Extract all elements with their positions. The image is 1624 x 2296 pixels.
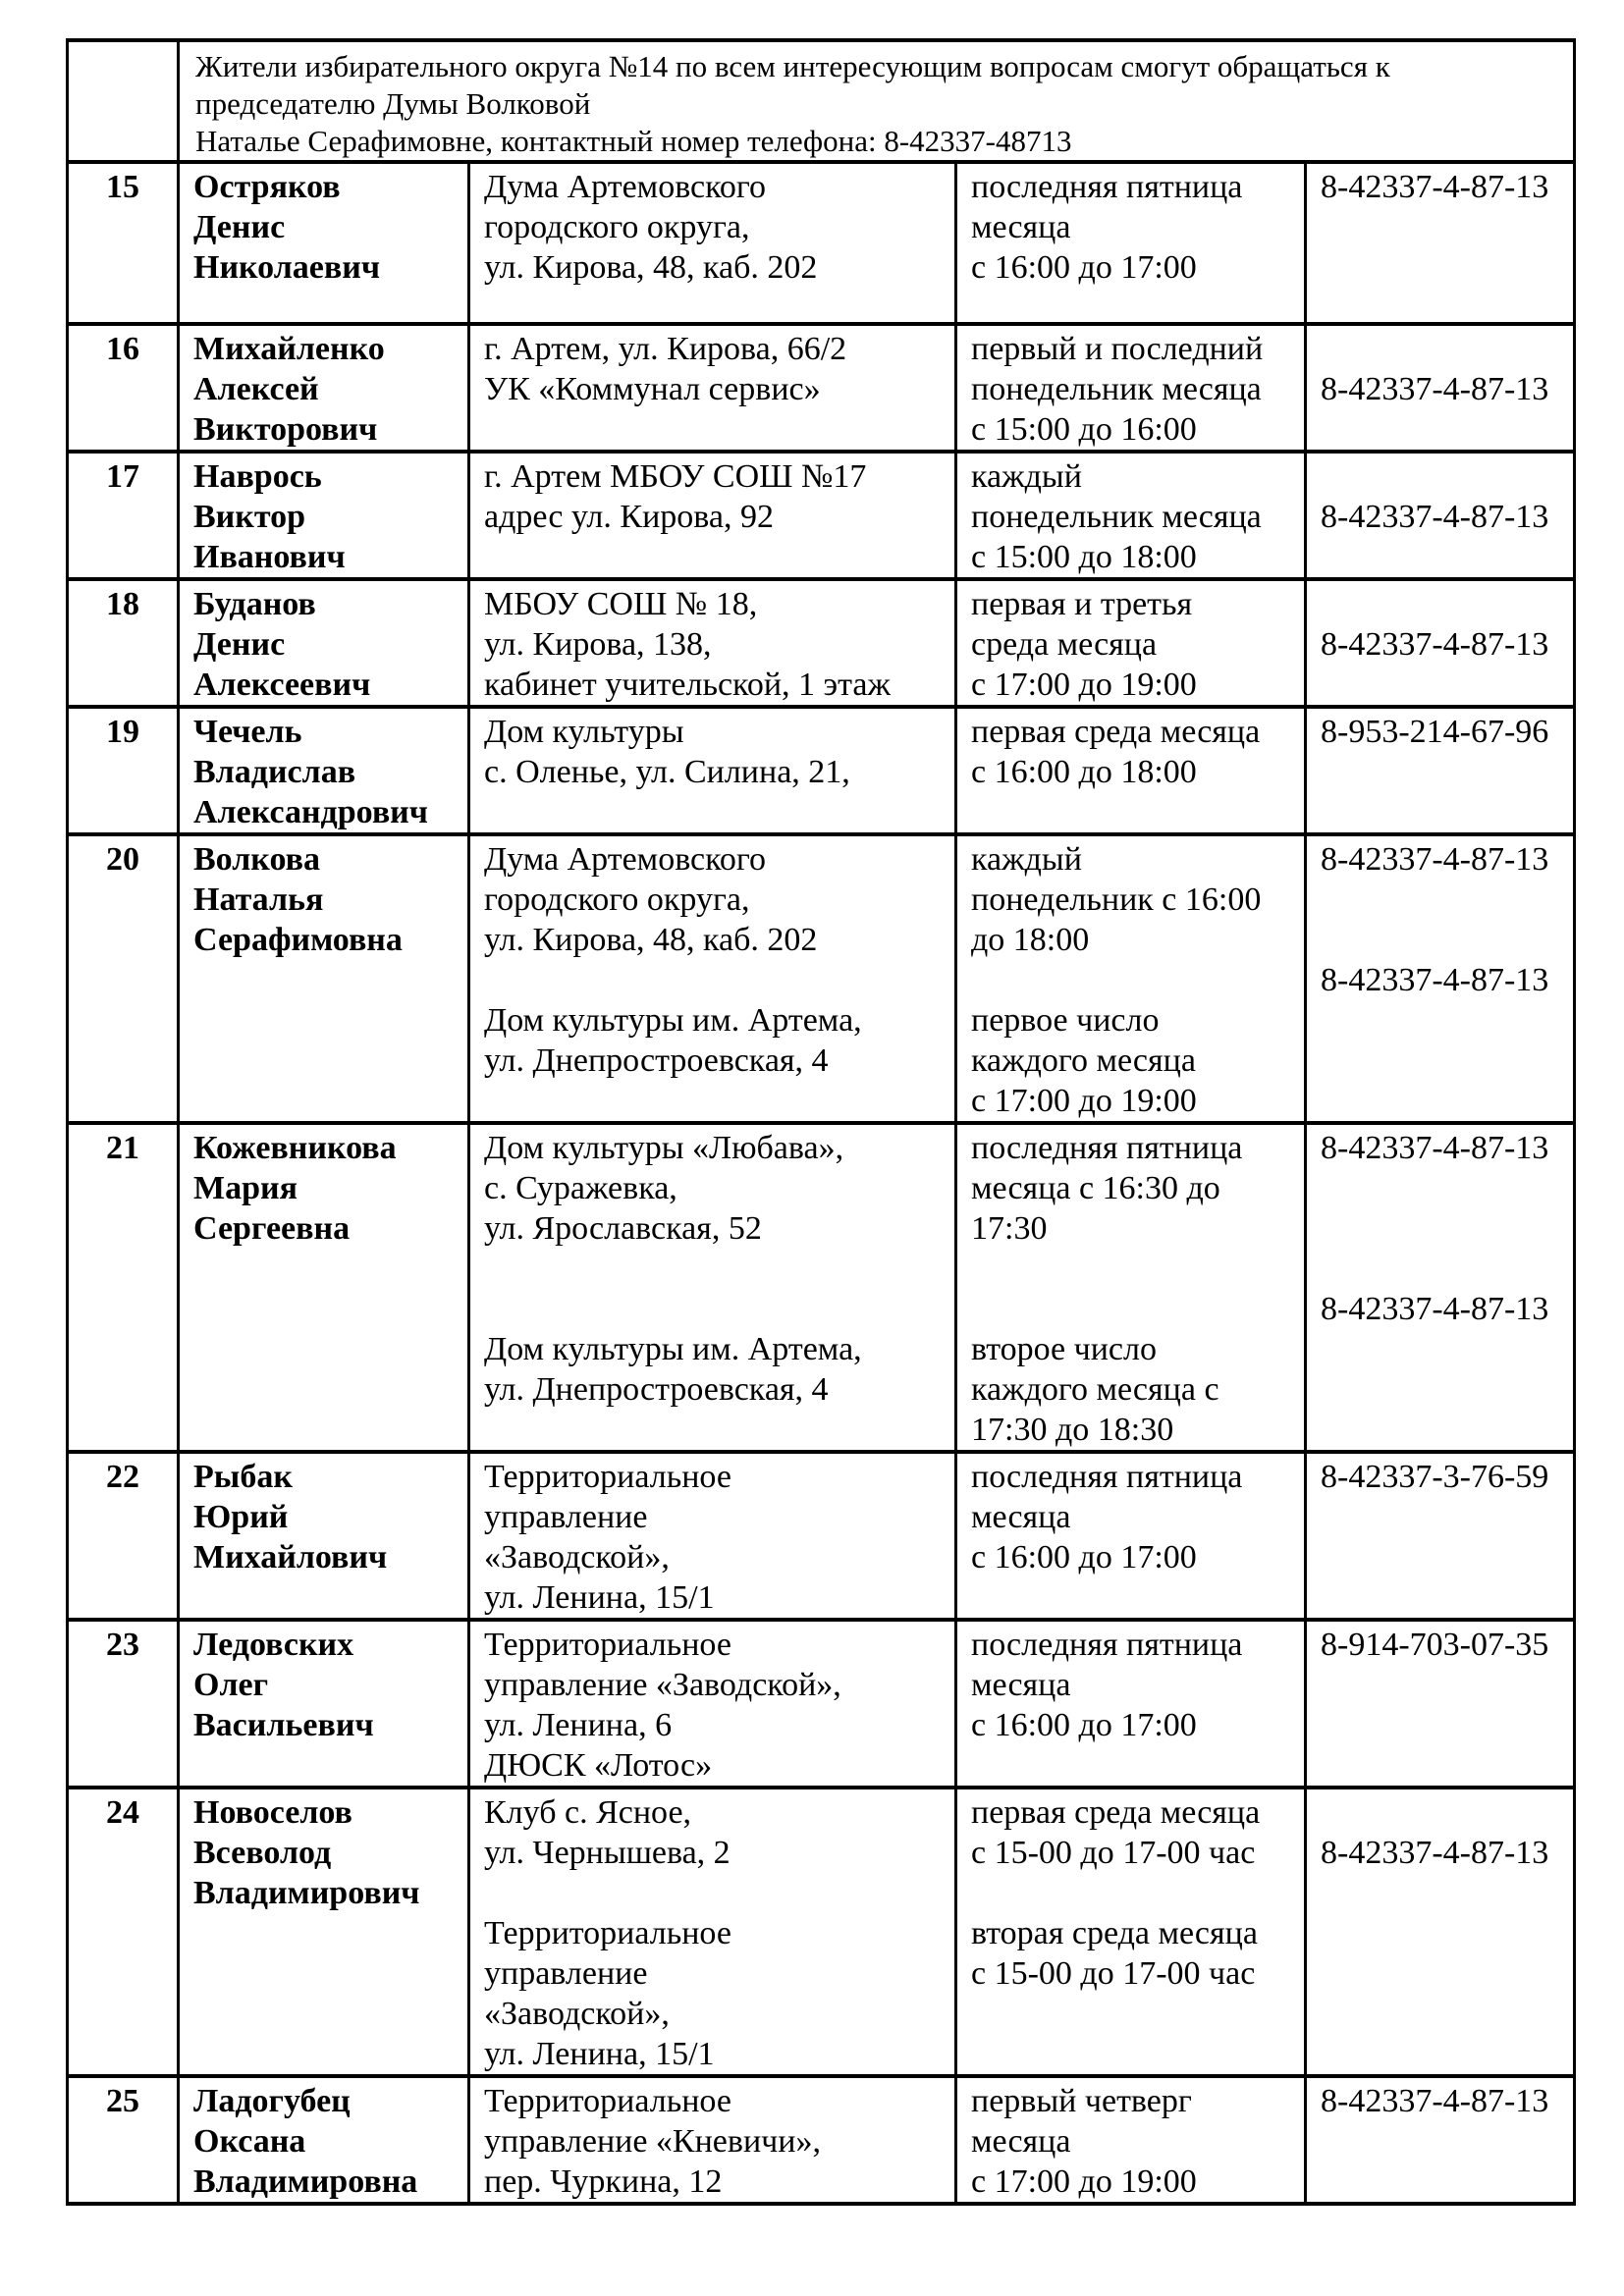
phone-cell bbox=[1306, 1452, 1575, 1620]
phone-line bbox=[1321, 456, 1567, 497]
note-empty-cell bbox=[68, 40, 179, 162]
phone-line: 8-42337-4-87-13 bbox=[1321, 841, 1549, 878]
deputy-name-cell bbox=[179, 1123, 469, 1452]
note-row bbox=[68, 40, 1575, 162]
address-line: управление bbox=[484, 1499, 648, 1535]
phone-cell bbox=[1306, 1620, 1575, 1788]
schedule-line: с 17:00 до 19:00 bbox=[971, 667, 1197, 703]
schedule-line: понедельник месяца bbox=[971, 499, 1262, 535]
address-line: управление «Заводской», bbox=[484, 1667, 841, 1703]
phone-line bbox=[1321, 1249, 1567, 1289]
deputy-name-line: Всеволод bbox=[193, 1835, 332, 1871]
phone-line: 8-953-214-67-96 bbox=[1321, 714, 1549, 750]
deputy-name-cell bbox=[179, 162, 469, 324]
deputy-name-cell bbox=[179, 1452, 469, 1620]
row-number: 22 bbox=[68, 1452, 179, 1620]
table-row bbox=[68, 834, 1575, 1123]
reception-schedule-table bbox=[66, 38, 1576, 2206]
schedule-line: 17:30 bbox=[971, 1210, 1048, 1247]
address-cell bbox=[469, 579, 956, 707]
address-line: городского округа, bbox=[484, 209, 750, 245]
schedule-line: последняя пятница bbox=[971, 1627, 1243, 1663]
schedule-line: среда месяца bbox=[971, 626, 1158, 663]
address-line: Дом культуры им. Артема, bbox=[484, 1331, 862, 1367]
deputy-name-cell bbox=[179, 2076, 469, 2204]
phone-cell bbox=[1306, 162, 1575, 324]
schedule-line: с 16:00 до 17:00 bbox=[971, 1539, 1197, 1575]
row-number: 25 bbox=[68, 2076, 179, 2204]
address-line bbox=[484, 1873, 948, 1913]
table-row bbox=[68, 707, 1575, 834]
deputy-name-line: Алексей bbox=[193, 371, 319, 407]
continuation-note bbox=[179, 40, 1575, 162]
phone-cell bbox=[1306, 1788, 1575, 2076]
table-row bbox=[68, 1452, 1575, 1620]
phone-line: 8-914-703-07-35 bbox=[1321, 1627, 1549, 1663]
address-line: Клуб с. Ясное, bbox=[484, 1794, 692, 1831]
deputy-name-line: Денис bbox=[193, 209, 286, 245]
address-line: Территориальное bbox=[484, 1627, 731, 1663]
phone-line: 8-42337-4-87-13 bbox=[1321, 1130, 1549, 1166]
schedule-cell bbox=[956, 452, 1306, 579]
address-line: Территориальное bbox=[484, 2083, 731, 2119]
phone-line: 8-42337-4-87-13 bbox=[1321, 962, 1549, 998]
address-cell bbox=[469, 1123, 956, 1452]
schedule-line: понедельник месяца bbox=[971, 371, 1262, 407]
row-number: 16 bbox=[68, 324, 179, 452]
address-line: ул. Кирова, 48, каб. 202 bbox=[484, 249, 818, 286]
table-row bbox=[68, 324, 1575, 452]
address-line: адрес ул. Кирова, 92 bbox=[484, 499, 774, 535]
schedule-cell bbox=[956, 707, 1306, 834]
phone-line: 8-42337-4-87-13 bbox=[1321, 169, 1549, 205]
phone-line: 8-42337-4-87-13 bbox=[1321, 371, 1549, 407]
schedule-line bbox=[971, 1249, 1298, 1289]
phone-line: 8-42337-4-87-13 bbox=[1321, 626, 1549, 663]
schedule-cell bbox=[956, 1788, 1306, 2076]
address-line: МБОУ СОШ № 18, bbox=[484, 586, 758, 622]
address-cell bbox=[469, 1452, 956, 1620]
address-line: пер. Чуркина, 12 bbox=[484, 2163, 723, 2200]
phone-cell bbox=[1306, 452, 1575, 579]
phone-cell bbox=[1306, 579, 1575, 707]
schedule-line: с 16:00 до 17:00 bbox=[971, 1707, 1197, 1743]
schedule-line: каждый bbox=[971, 841, 1082, 878]
phone-line bbox=[1321, 880, 1567, 920]
phone-line bbox=[1321, 1792, 1567, 1833]
address-line: ул. Чернышева, 2 bbox=[484, 1835, 731, 1871]
deputy-name-cell bbox=[179, 579, 469, 707]
address-line: г. Артем МБОУ СОШ №17 bbox=[484, 458, 867, 495]
phone-line: 8-42337-4-87-13 bbox=[1321, 1835, 1549, 1871]
deputy-name-line: Алексеевич bbox=[193, 667, 371, 703]
row-number: 15 bbox=[68, 162, 179, 324]
address-line: Территориальное bbox=[484, 1915, 731, 1951]
deputy-name-cell bbox=[179, 324, 469, 452]
table-row bbox=[68, 452, 1575, 579]
deputy-name-line: Ледовских bbox=[193, 1627, 354, 1663]
address-line: УК «Коммунал сервис» bbox=[484, 371, 821, 407]
address-line: «Заводской», bbox=[484, 1539, 670, 1575]
phone-line bbox=[1321, 920, 1567, 960]
deputy-name-line: Викторович bbox=[193, 411, 378, 448]
schedule-cell bbox=[956, 579, 1306, 707]
deputy-name-line: Наталья bbox=[193, 881, 324, 918]
schedule-line: с 17:00 до 19:00 bbox=[971, 2163, 1197, 2200]
schedule-line: первое число bbox=[971, 1002, 1160, 1039]
deputy-name-line: Васильевич bbox=[193, 1707, 374, 1743]
address-line: управление bbox=[484, 1955, 648, 1992]
address-cell bbox=[469, 1788, 956, 2076]
address-cell bbox=[469, 162, 956, 324]
schedule-line: каждого месяца с bbox=[971, 1371, 1219, 1408]
deputy-name-line: Рыбак bbox=[193, 1459, 293, 1495]
deputy-name-cell bbox=[179, 452, 469, 579]
schedule-cell bbox=[956, 1620, 1306, 1788]
address-line: Дума Артемовского bbox=[484, 169, 767, 205]
schedule-line: месяца bbox=[971, 209, 1071, 245]
schedule-line: месяца bbox=[971, 1667, 1071, 1703]
deputy-name-cell bbox=[179, 1620, 469, 1788]
deputy-name-line: Михайленко bbox=[193, 331, 385, 367]
deputy-name-line: Чечель bbox=[193, 714, 302, 750]
address-line: ул. Ленина, 6 bbox=[484, 1707, 673, 1743]
deputy-name-line: Александрович bbox=[193, 794, 428, 830]
address-line: управление «Кневичи», bbox=[484, 2123, 821, 2160]
address-line: с. Суражевка, bbox=[484, 1170, 677, 1206]
address-line: ул. Кирова, 138, bbox=[484, 626, 712, 663]
phone-line bbox=[1321, 1208, 1567, 1249]
deputy-name-line: Владимировна bbox=[193, 2163, 418, 2200]
deputy-name-line: Кожевникова bbox=[193, 1130, 397, 1166]
schedule-line: второе число bbox=[971, 1331, 1157, 1367]
address-cell bbox=[469, 2076, 956, 2204]
schedule-line: понедельник с 16:00 bbox=[971, 881, 1262, 918]
address-line: г. Артем, ул. Кирова, 66/2 bbox=[484, 331, 847, 367]
deputy-name-line: Остряков bbox=[193, 169, 341, 205]
deputy-name-line: Олег bbox=[193, 1667, 269, 1703]
deputy-name-line: Оксана bbox=[193, 2123, 306, 2160]
schedule-line: с 15-00 до 17-00 час bbox=[971, 1955, 1256, 1992]
phone-line bbox=[1321, 329, 1567, 369]
row-number: 24 bbox=[68, 1788, 179, 2076]
schedule-line: последняя пятница bbox=[971, 1130, 1243, 1166]
note-line: Жители избирательного округа №14 по всем интересующим вопросам смогут обращаться к bbox=[195, 49, 1390, 83]
row-number: 18 bbox=[68, 579, 179, 707]
schedule-cell bbox=[956, 162, 1306, 324]
table-row bbox=[68, 579, 1575, 707]
schedule-line bbox=[971, 960, 1298, 1000]
address-line: ул. Днепростроевская, 4 bbox=[484, 1371, 829, 1408]
deputy-name-line: Виктор bbox=[193, 499, 306, 535]
address-cell bbox=[469, 452, 956, 579]
deputy-name-line: Денис bbox=[193, 626, 286, 663]
address-line: «Заводской», bbox=[484, 1996, 670, 2032]
deputy-name-line: Юрий bbox=[193, 1499, 289, 1535]
deputy-name-line: Новоселов bbox=[193, 1794, 352, 1831]
deputy-name-line: Наврось bbox=[193, 458, 322, 495]
address-line: кабинет учительской, 1 этаж bbox=[484, 667, 891, 703]
deputy-name-cell bbox=[179, 707, 469, 834]
deputy-name-line: Николаевич bbox=[193, 249, 381, 286]
phone-cell bbox=[1306, 2076, 1575, 2204]
schedule-line: 17:30 до 18:30 bbox=[971, 1412, 1174, 1448]
schedule-line: вторая среда месяца bbox=[971, 1915, 1258, 1951]
schedule-line: первая среда месяца bbox=[971, 714, 1261, 750]
address-line: Дума Артемовского bbox=[484, 841, 767, 878]
phone-line: 8-42337-3-76-59 bbox=[1321, 1459, 1549, 1495]
schedule-line: с 15:00 до 16:00 bbox=[971, 411, 1197, 448]
schedule-cell bbox=[956, 324, 1306, 452]
note-line: Наталье Серафимовне, контактный номер телефона: 8-42337-48713 bbox=[195, 124, 1072, 158]
address-line: Дом культуры bbox=[484, 714, 684, 750]
phone-cell bbox=[1306, 834, 1575, 1123]
schedule-line: первый и последний bbox=[971, 331, 1264, 367]
address-line: Дом культуры им. Артема, bbox=[484, 1002, 862, 1039]
deputy-name-line: Михайлович bbox=[193, 1539, 388, 1575]
address-cell bbox=[469, 1620, 956, 1788]
address-line: Дом культуры «Любава», bbox=[484, 1130, 844, 1166]
phone-line: 8-42337-4-87-13 bbox=[1321, 1291, 1549, 1327]
row-number: 23 bbox=[68, 1620, 179, 1788]
address-line: ул. Днепростроевская, 4 bbox=[484, 1042, 829, 1079]
schedule-line: с 15-00 до 17-00 час bbox=[971, 1835, 1256, 1871]
row-number: 17 bbox=[68, 452, 179, 579]
phone-line: 8-42337-4-87-13 bbox=[1321, 499, 1549, 535]
deputy-name-line: Ладогубец bbox=[193, 2083, 351, 2119]
schedule-line: месяца bbox=[971, 2123, 1071, 2160]
schedule-line: последняя пятница bbox=[971, 1459, 1243, 1495]
address-line: ул. Кирова, 48, каб. 202 bbox=[484, 922, 818, 958]
address-cell bbox=[469, 707, 956, 834]
deputy-name-line: Буданов bbox=[193, 586, 316, 622]
schedule-line: с 16:00 до 17:00 bbox=[971, 249, 1197, 286]
deputy-name-line: Мария bbox=[193, 1170, 298, 1206]
schedule-line: месяца с 16:30 до bbox=[971, 1170, 1220, 1206]
schedule-line: последняя пятница bbox=[971, 169, 1243, 205]
phone-cell bbox=[1306, 707, 1575, 834]
deputy-name-cell bbox=[179, 1788, 469, 2076]
address-line bbox=[484, 1289, 948, 1329]
phone-line bbox=[1321, 584, 1567, 624]
schedule-cell bbox=[956, 1123, 1306, 1452]
table-row bbox=[68, 1788, 1575, 2076]
row-number: 20 bbox=[68, 834, 179, 1123]
address-line bbox=[484, 1249, 948, 1289]
deputy-name-line: Иванович bbox=[193, 539, 346, 575]
address-cell bbox=[469, 834, 956, 1123]
schedule-cell bbox=[956, 1452, 1306, 1620]
schedule-line: первый четверг bbox=[971, 2083, 1192, 2119]
phone-cell bbox=[1306, 1123, 1575, 1452]
table-row bbox=[68, 2076, 1575, 2204]
deputy-name-line: Владимирович bbox=[193, 1875, 420, 1911]
deputy-name-line: Владислав bbox=[193, 754, 356, 790]
schedule-line: месяца bbox=[971, 1499, 1071, 1535]
phone-line: 8-42337-4-87-13 bbox=[1321, 2083, 1549, 2119]
deputy-name-line: Серафимовна bbox=[193, 922, 403, 958]
address-line: ул. Ярославская, 52 bbox=[484, 1210, 762, 1247]
note-line: председателю Думы Волковой bbox=[195, 86, 591, 121]
phone-cell bbox=[1306, 324, 1575, 452]
schedule-line: до 18:00 bbox=[971, 922, 1090, 958]
row-number: 19 bbox=[68, 707, 179, 834]
address-line bbox=[484, 960, 948, 1000]
schedule-line bbox=[971, 1873, 1298, 1913]
deputy-name-line: Сергеевна bbox=[193, 1210, 351, 1247]
deputy-name-line: Волкова bbox=[193, 841, 320, 878]
schedule-line: первая и третья bbox=[971, 586, 1193, 622]
schedule-cell bbox=[956, 834, 1306, 1123]
table-row bbox=[68, 1123, 1575, 1452]
schedule-cell bbox=[956, 2076, 1306, 2204]
schedule-line: каждый bbox=[971, 458, 1082, 495]
schedule-line: с 17:00 до 19:00 bbox=[971, 1083, 1197, 1119]
address-line: ДЮСК «Лотос» bbox=[484, 1747, 713, 1784]
schedule-line: с 15:00 до 18:00 bbox=[971, 539, 1197, 575]
deputy-name-cell bbox=[179, 834, 469, 1123]
address-cell bbox=[469, 324, 956, 452]
address-line: городского округа, bbox=[484, 881, 750, 918]
table-row bbox=[68, 1620, 1575, 1788]
address-line: ул. Ленина, 15/1 bbox=[484, 1579, 715, 1616]
phone-line bbox=[1321, 1168, 1567, 1208]
schedule-line: первая среда месяца bbox=[971, 1794, 1261, 1831]
address-line: ул. Ленина, 15/1 bbox=[484, 2036, 715, 2072]
schedule-line bbox=[971, 1289, 1298, 1329]
address-line: с. Оленье, ул. Силина, 21, bbox=[484, 754, 850, 790]
schedule-line: с 16:00 до 18:00 bbox=[971, 754, 1197, 790]
schedule-line: каждого месяца bbox=[971, 1042, 1196, 1079]
row-number: 21 bbox=[68, 1123, 179, 1452]
address-line: Территориальное bbox=[484, 1459, 731, 1495]
table-row bbox=[68, 162, 1575, 324]
